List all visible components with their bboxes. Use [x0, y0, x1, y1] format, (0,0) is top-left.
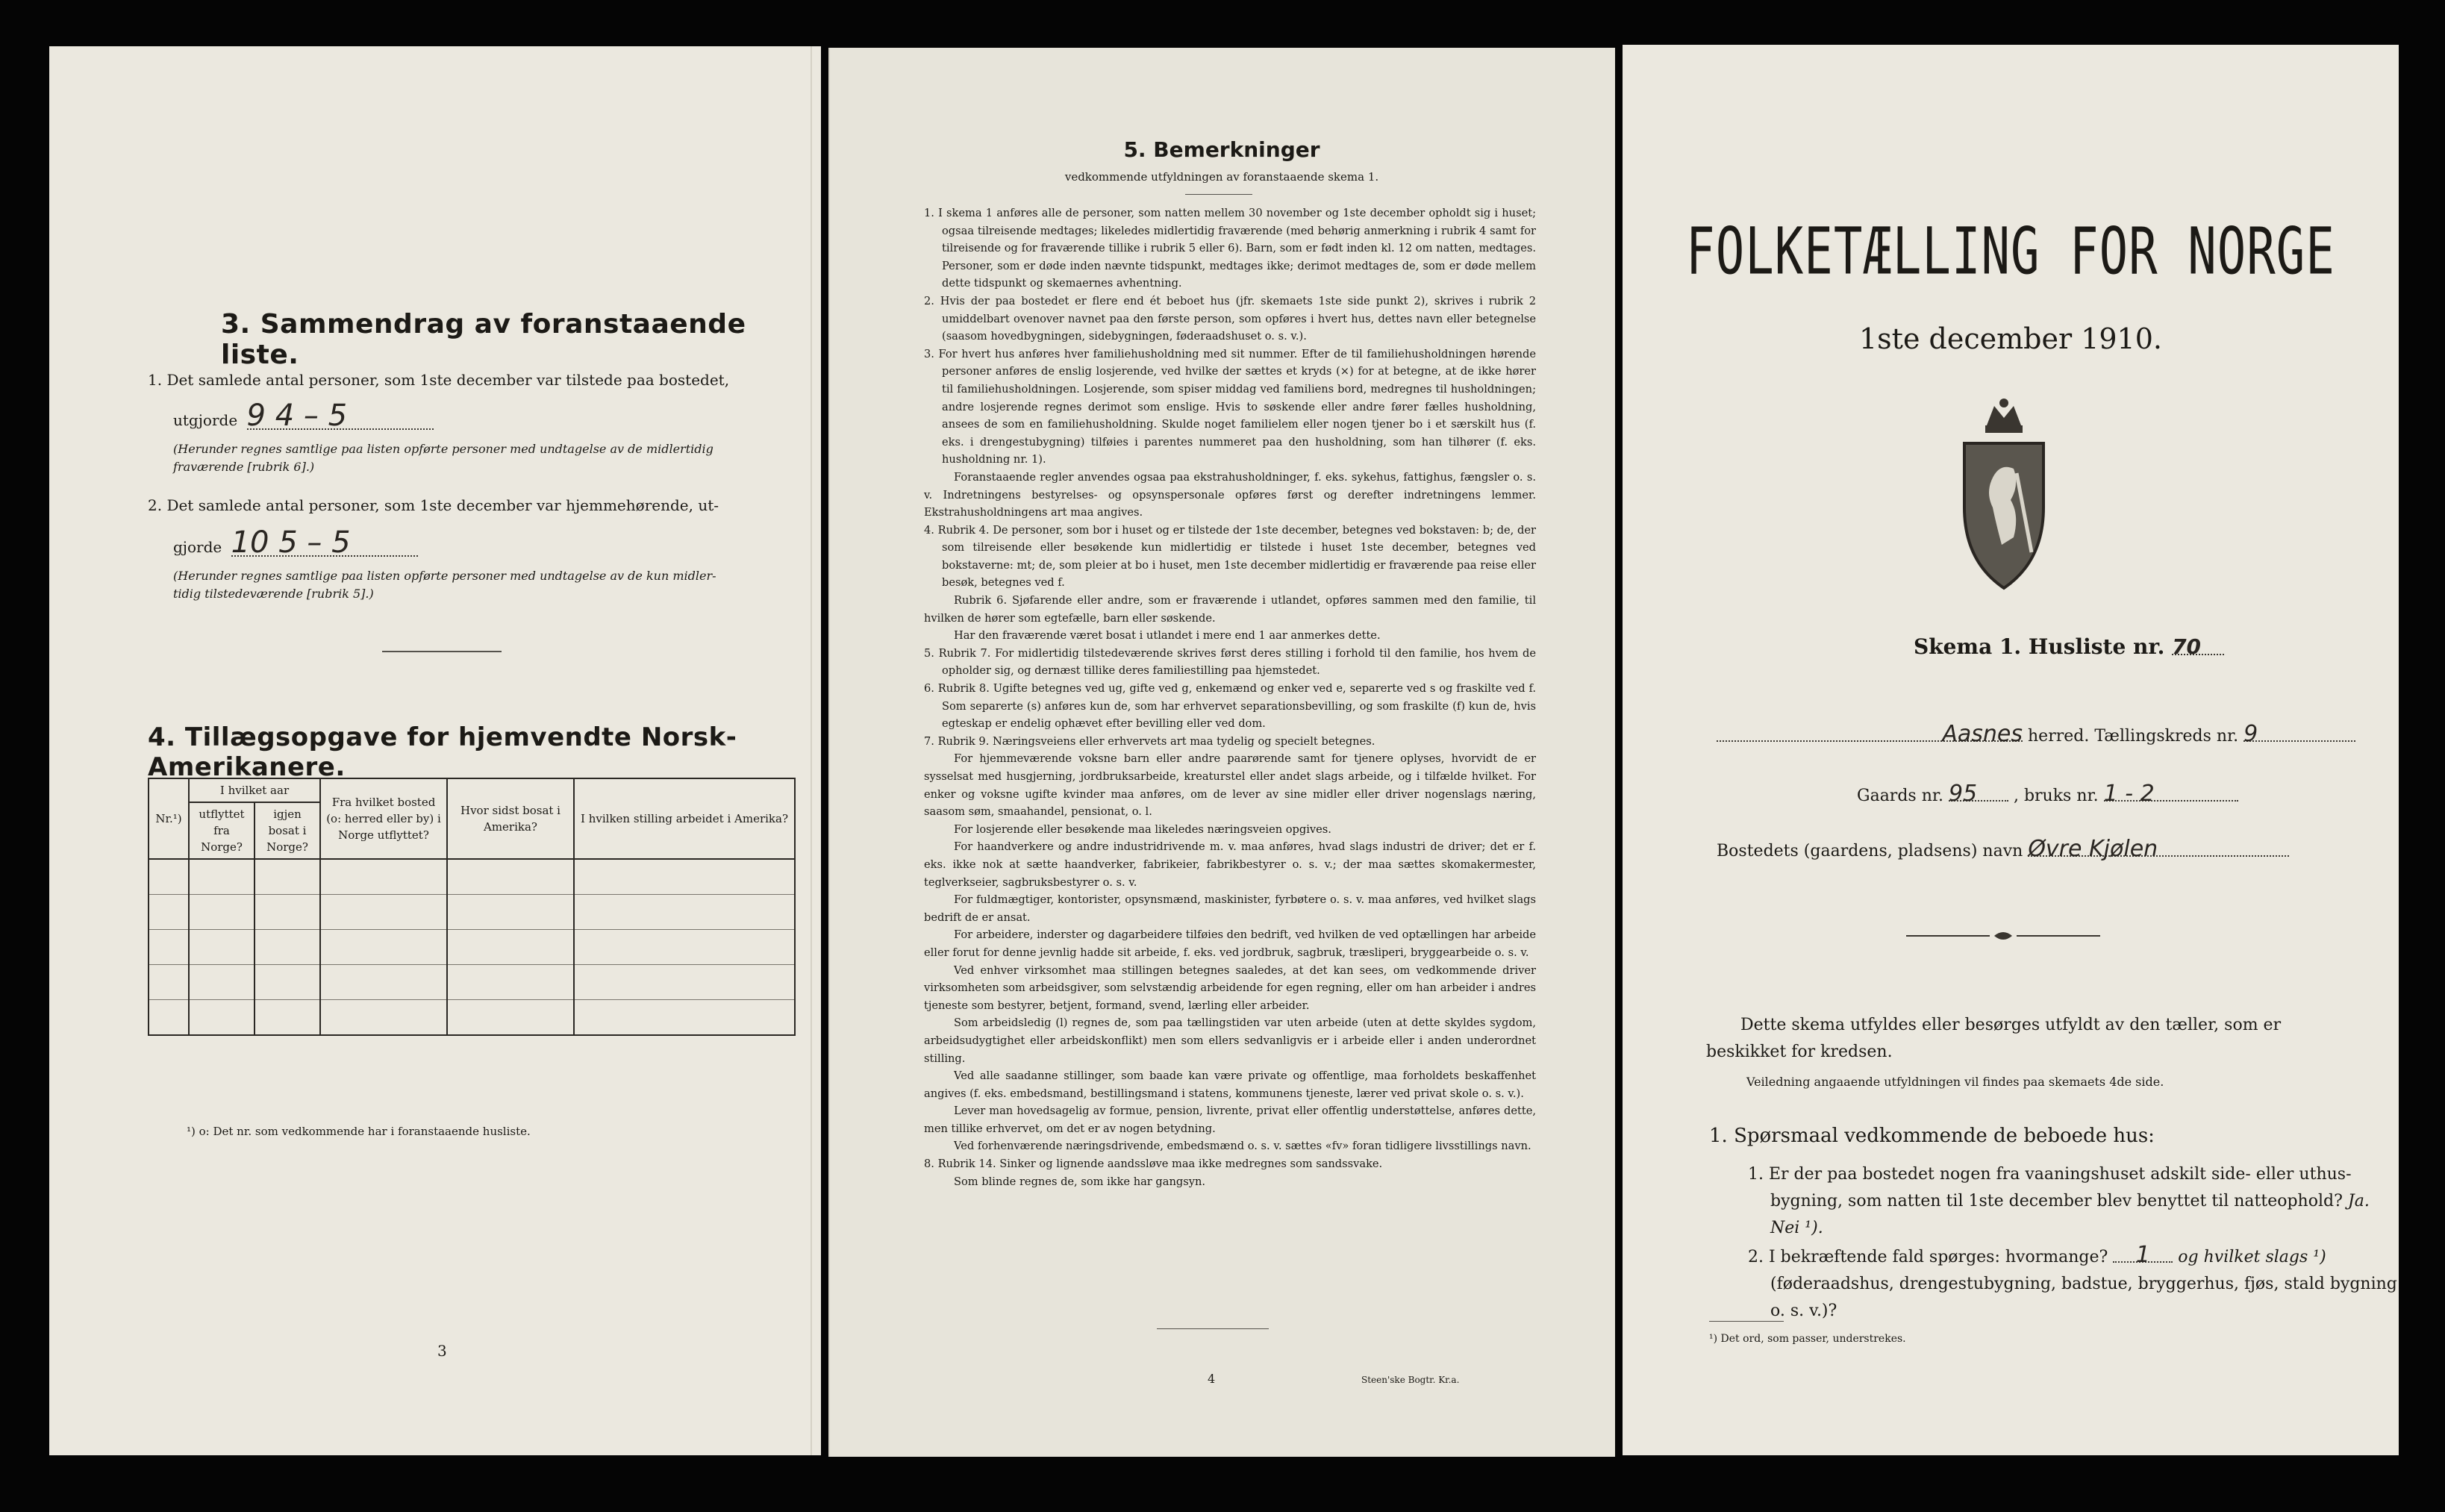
table-row	[149, 895, 795, 930]
bruks-value: 1 - 2	[2104, 781, 2238, 802]
col-igjen-bosat: igjen bosat i Norge?	[255, 802, 320, 859]
question-2	[1748, 1242, 2399, 1325]
page-number-left: 3	[437, 1342, 447, 1360]
table-row	[149, 859, 795, 895]
footnote-rule	[1709, 1321, 1784, 1322]
left-page	[49, 46, 821, 1455]
section3-item1-note1: (Herunder regnes samtlige paa listen opførte personer med undtagelse av de midlertidig	[173, 442, 713, 456]
remark-paragraph: Ved enhver virksomhet maa stillingen betegnes saaledes, at det kan sees, om vedkommende driver virksomheten som arbeidsgiver, som selvstændig arbeidende for egen regning, eller om han arbeider i andres tjeneste som bestyrer, betjent, formand, svend, lærling eller arbeider.	[924, 963, 1536, 1012]
remark-paragraph: 7. Rubrik 9. Næringsveiens eller erhvervets art maa tydelig og specielt betegnes.	[924, 734, 1375, 748]
page-number-middle: 4	[1208, 1372, 1216, 1386]
section3-item2-line1: 2. Det samlede antal personer, som 1ste december var hjemmehørende, ut-	[148, 496, 719, 514]
printer-mark: Steen'ske Bogtr. Kr.a.	[1361, 1375, 1460, 1385]
remark-paragraph: For fuldmægtiger, kontorister, opsynsmænd, maskinister, fyrbøtere o. s. v. maa anføres, ved hvilket slags bedrift de er ansat.	[924, 893, 1536, 924]
coat-of-arms-icon	[1948, 396, 2060, 597]
ornament-divider-icon	[1906, 928, 2100, 943]
col-stilling: I hvilken stilling arbeidet i Amerika?	[574, 778, 795, 859]
section3-item2-note1: (Herunder regnes samtlige paa listen opførte personer med undtagelse av de kun midler-	[173, 569, 716, 583]
question-1-answer: Ja. Nei ¹).	[1770, 1192, 2370, 1237]
section3-item1-line1: 1. Det samlede antal personer, som 1ste december var tilstede paa bostedet,	[148, 371, 730, 389]
title-rule	[1185, 194, 1252, 195]
norsk-amerikanere-table	[148, 778, 796, 1036]
section3-item2-note2: tidig tilstedeværende [rubrik 5].)	[173, 587, 374, 601]
page-fold-shadow	[828, 48, 830, 1457]
section4-title: 4. Tillægsopgave for hjemvendte Norsk-Amerikanere.	[148, 722, 737, 782]
remark-paragraph: 8. Rubrik 14. Sinker og lignende aandssløve maa ikke medregnes som sandssvake.	[924, 1158, 1383, 1171]
remark-paragraph: 1. I skema 1 anføres alle de personer, som natten mellem 30 november og 1ste december opholdt sig i huset; ogsaa tilreisende medtages; likeledes midlertidig fraværende (med behørig anmerkning i rubrik 4 samt for tilreisende og for fraværende tillike i rubrik 5 eller 6). Barn, som er født inden kl. 12 om natten, medtages. Personer, som er døde inden nævnte tidspunkt, medtages ikke; derimot medtages de, som er døde mellem dette tidspunkt og skemaernes avhentning.	[924, 207, 1536, 290]
item1-label: utgjorde	[173, 411, 238, 429]
end-rule	[1157, 1328, 1269, 1329]
question-2-text-c: (føderaadshus, drengestubygning, badstue, bryggerhus, fjøs, stald bygning o. s. v.)?	[1770, 1275, 2397, 1320]
col-utflyttet: utflyttet fra Norge?	[189, 802, 255, 859]
col-nr: Nr.¹)	[149, 778, 189, 859]
herred-value: Aasnes	[1717, 721, 2023, 742]
remark-paragraph: 6. Rubrik 8. Ugifte betegnes ved ug, gifte ved g, enkemænd og enker ved e, separerte ved s og fraskilte ved f. Som separerte (s) anføres kun de, som har erhvervet separationsbevilling, og som fraskilte (f) kun de, hvis egteskap er endelig ophævet efter bevilling eller ved dom.	[924, 682, 1536, 731]
bosted-label: Bostedets (gaardens, pladsens) navn	[1717, 842, 2023, 860]
remark-paragraph: Foranstaaende regler anvendes ogsaa paa ekstrahusholdninger, f. eks. sykehus, fattighus, fængsler o. s. v. Indretningens bestyrelses- og opsynspersonale opføres først og derefter indretningens lemmer. Ekstrahusholdningens art maa angives.	[924, 470, 1536, 519]
questions-heading: 1. Spørsmaal vedkommende de beboede hus:	[1709, 1125, 2155, 1147]
census-title: FOLKETÆLLING FOR NORGE	[1686, 215, 2335, 290]
intro-text: Dette skema utfyldes eller besørges utfyldt av den tæller, som er beskikket for kredsen.	[1706, 1016, 2282, 1061]
section3-item1-line2	[173, 399, 434, 433]
question-2-text-a: 2. I bekræftende fald spørges: hvormange?	[1748, 1248, 2108, 1266]
intro-guidance: Veiledning angaaende utfyldningen vil findes paa skemaets 4de side.	[1746, 1075, 2164, 1089]
remark-paragraph: Som arbeidsledig (l) regnes de, som paa tællingstiden var uten arbeide (uten at dette skyldes sygdom, arbeidsudygtighet eller arbeidskonflikt) men som ellers sedvanligvis er i arbeide eller i anden underordnet stilling.	[924, 1016, 1536, 1065]
bruks-label: , bruks nr.	[2013, 787, 2099, 805]
table-row	[149, 930, 795, 965]
item1-handwritten-value: 9 4 – 5	[247, 403, 434, 430]
remark-paragraph: Lever man hovedsagelig av formue, pension, livrente, privat eller offentlig understøttelse, anføres dette, men tillike erhvervet, om det er av nogen betydning.	[924, 1105, 1536, 1135]
item2-label: gjorde	[173, 538, 222, 556]
right-page	[1623, 45, 2399, 1455]
remark-paragraph: For haandverkere og andre industridrivende m. v. maa anføres, hvad slags industri de driver; det er f. eks. ikke nok at sætte haandverker, fabrikeier, fabrikbestyrer o. s. v.; der maa sættes skomakermester, teglverkseier, sagbruksbestyrer o. s. v.	[924, 840, 1536, 889]
remark-paragraph: Ved alle saadanne stillinger, som baade kan være private og offentlige, maa forholdets beskaffenhet angives (f. eks. embedsmand, bestillingsmand i statens, kommunens tjeneste, lærer ved privat skole o. s. v.).	[924, 1069, 1536, 1100]
herred-line	[1717, 721, 2355, 746]
remark-paragraph: Har den fraværende været bosat i utlandet i mere end 1 aar anmerkes dette.	[954, 629, 1381, 643]
table-row	[149, 965, 795, 1000]
question-2-text-b: og hvilket slags ¹)	[2178, 1248, 2326, 1266]
remark-paragraph: For hjemmeværende voksne barn eller andre paarørende samt for tjenere oplyses, hvorvidt de er sysselsat med husgjerning, jordbruksarbeide, kreaturstel eller andet slags arbeide, og i tilfælde hvilket. For enker og voksne ugifte kvinder maa anføres, om de lever av sine midler eller driver nogenslags næring, saasom søm, smaahandel, pensionat, o. l.	[924, 752, 1536, 819]
section3-item2-line2	[173, 525, 418, 560]
section4-footnote: ¹) o: Det nr. som vedkommende har i foranstaaende husliste.	[187, 1125, 531, 1138]
table-row	[149, 1000, 795, 1036]
remark-paragraph: For losjerende eller besøkende maa likeledes næringsveien opgives.	[954, 822, 1331, 836]
remark-paragraph: 2. Hvis der paa bostedet er flere end ét beboet hus (jfr. skemaets 1ste side punkt 2), skrives i rubrik 2 umiddelbart ovenover navnet paa den første person, som opføres i hvert hus, dettes navn eller betegnelse (saasom hovedbygningen, sidebygningen, føderaadshuset o. s. v.).	[924, 294, 1536, 343]
section3-title: 3. Sammendrag av foranstaaende liste.	[221, 309, 746, 370]
bosted-line	[1717, 836, 2289, 860]
section-divider	[382, 651, 502, 652]
herred-label: herred.	[2028, 727, 2090, 746]
husliste-nr-value: 70	[2172, 634, 2224, 655]
skema-line	[1914, 634, 2224, 659]
gaards-label: Gaards nr.	[1857, 787, 1943, 805]
question-1	[1748, 1161, 2399, 1242]
kreds-value: 9	[2243, 721, 2355, 742]
col-hvor-bosat: Hvor sidst bosat i Amerika?	[447, 778, 574, 859]
bemerkninger-title: 5. Bemerkninger	[1123, 137, 1320, 162]
remark-paragraph: 5. Rubrik 7. For midlertidig tilstedeværende skrives først deres stilling i forhold til den familie, hos hvem de opholder sig, og dernæst tillike deres familiestilling paa hjemstedet.	[924, 646, 1536, 678]
col-fra-bosted: Fra hvilket bosted (o: herred eller by) i Norge utflyttet?	[320, 778, 447, 859]
remark-paragraph: 3. For hvert hus anføres hver familiehusholdning med sit nummer. Efter de til familiehusholdningen hørende personer anføres de enslig losjerende, ved hvilke der sættes et kryds (×) for at betegne, at de ikke hører til familiehusholdningen. Losjerende, som spiser middag ved familiens bord, medregnes til husholdningen; andre losjerende regnes derimot som enslige. Hvis to søskende eller andre fører fælles husholdning, ansees de som en familiehusholdning. Skulde noget familielem eller nogen tjener bo i et særskilt hus (f. eks. i drengestubygning) tilføies i parentes nummeret paa den husholdning, som han tilhører (f. eks. husholdning nr. 1).	[924, 347, 1536, 466]
item2-handwritten-value: 10 5 – 5	[231, 530, 418, 557]
question-2-value: 1	[2113, 1242, 2173, 1263]
gaards-value: 95	[1949, 781, 2008, 802]
remark-paragraph: Ved forhenværende næringsdrivende, embedsmænd o. s. v. sættes «fv» foran tidligere livsstillings navn.	[954, 1140, 1531, 1153]
remark-paragraph: For arbeidere, inderster og dagarbeidere tilføies den bedrift, ved hvilken de ved optællingen har arbeide eller forut for denne jevnlig hadde sit arbeide, f. eks. ved jordbruk, sagbruk, træsliperi, bryggearbeide o. s. v.	[924, 928, 1536, 959]
middle-page	[828, 48, 1615, 1457]
bemerkninger-notes	[924, 204, 1536, 1190]
kreds-label: Tællingskreds nr.	[2094, 727, 2239, 746]
col-group-year: I hvilket aar	[189, 778, 320, 802]
census-date: 1ste december 1910.	[1859, 322, 2162, 355]
gaards-line	[1857, 781, 2238, 805]
section3-item1-note2: fraværende [rubrik 6].)	[173, 460, 315, 474]
remark-paragraph: Rubrik 6. Sjøfarende eller andre, som er fraværende i utlandet, opføres sammen med den familie, til hvilken de hører som egtefælle, barn eller søskende.	[924, 594, 1536, 625]
bosted-value: Øvre Kjølen	[2028, 836, 2289, 857]
bemerkninger-subtitle: vedkommende utfyldningen av foranstaaende skema 1.	[1064, 170, 1379, 184]
question-1-text: 1. Er der paa bostedet nogen fra vaaningshuset adskilt side- eller uthus-bygning, som natten til 1ste december blev benyttet til natteophold?	[1748, 1165, 2352, 1210]
remark-paragraph: 4. Rubrik 4. De personer, som bor i huset og er tilstede der 1ste december, betegnes ved bokstaven: b; de, der som tilreisende eller besøkende kun midlertidig er tilstede i huset 1ste december, betegnes ved bokstaverne: mt; de, som pleier at bo i huset, men 1ste december midlertidig er fraværende paa reise eller besøk, betegnes ved f.	[924, 523, 1536, 590]
remark-paragraph: Som blinde regnes de, som ikke har gangsyn.	[954, 1175, 1205, 1188]
right-footnote: ¹) Det ord, som passer, understrekes.	[1709, 1333, 1906, 1345]
skema-label: Skema 1. Husliste nr.	[1914, 634, 2165, 659]
